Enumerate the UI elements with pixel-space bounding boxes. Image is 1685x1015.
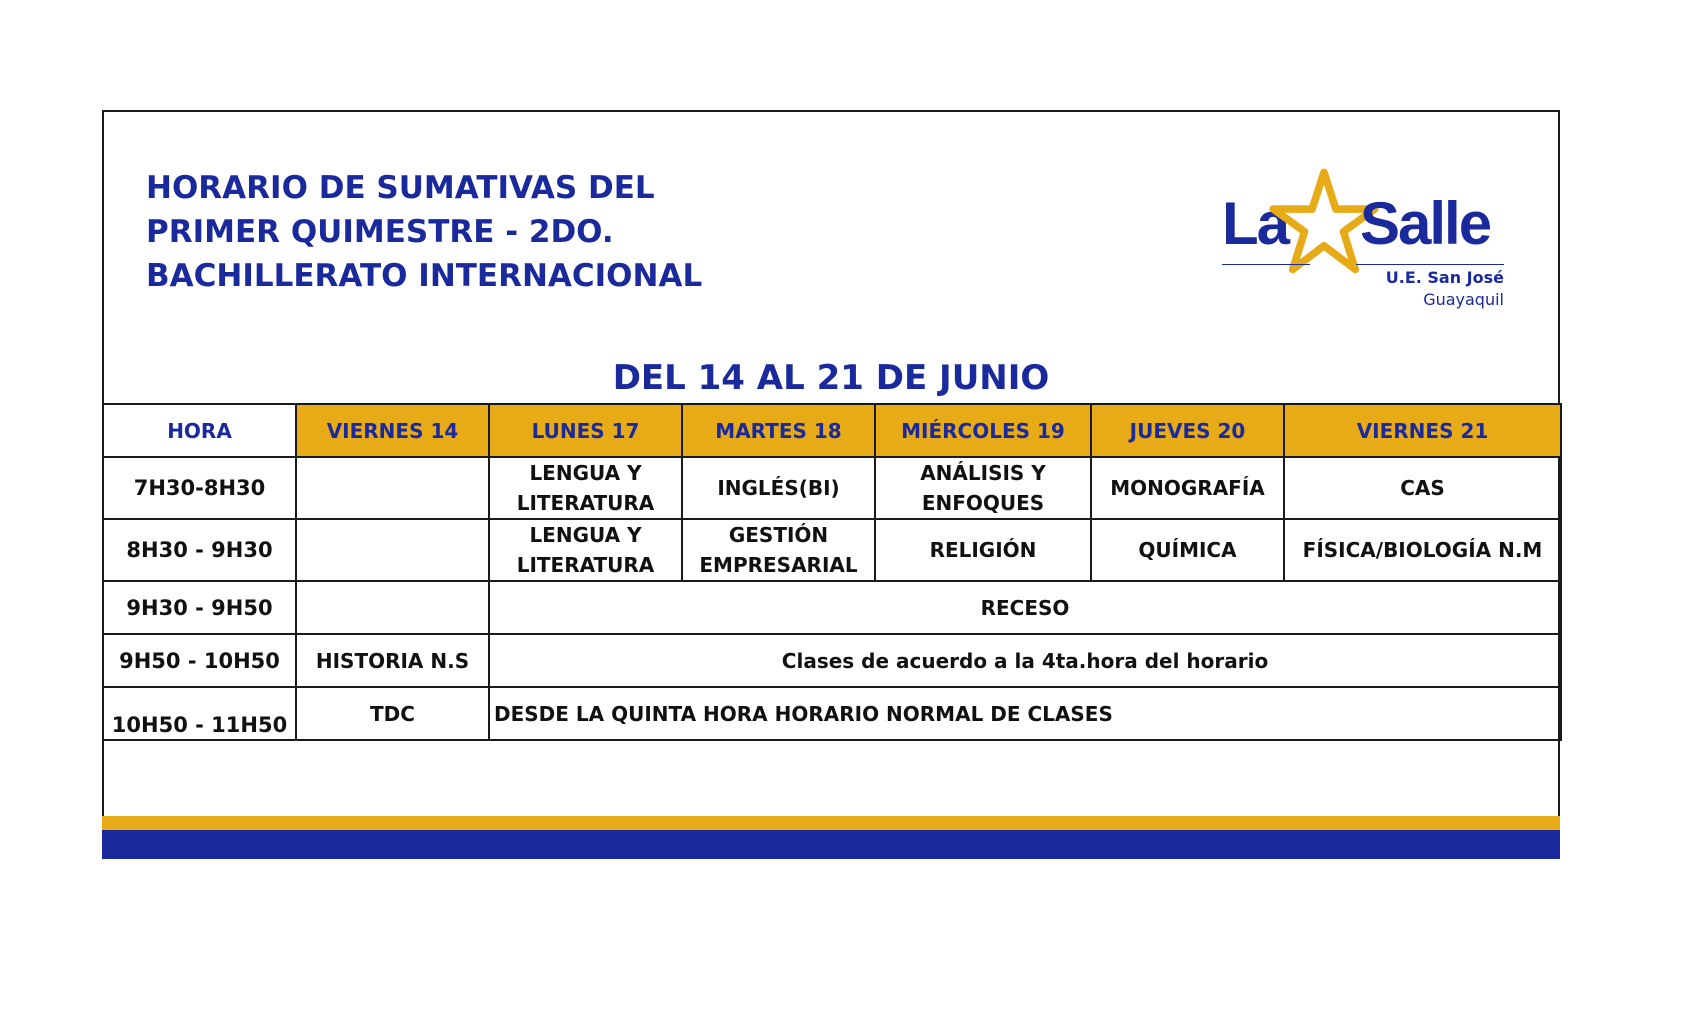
table-row (103, 457, 1561, 519)
exam-cell: LENGUA Y LITERATURA (489, 457, 682, 519)
exam-cell: MONOGRAFÍA (1091, 457, 1284, 519)
exam-cell: HISTORIA N.S (296, 634, 489, 687)
logo-rule-left (1222, 264, 1310, 265)
table-header-row (103, 404, 1561, 457)
header-day: JUEVES 20 (1091, 404, 1284, 457)
exam-cell (296, 581, 489, 634)
merged-cell: DESDE LA QUINTA HORA HORARIO NORMAL DE CLASES (489, 687, 1561, 740)
header-day: MIÉRCOLES 19 (875, 404, 1091, 457)
exam-cell: RELIGIÓN (875, 519, 1091, 581)
exam-cell: FÍSICA/BIOLOGÍA N.M (1284, 519, 1561, 581)
table-row (103, 581, 1561, 634)
footer-stripe-blue (102, 830, 1560, 859)
exam-cell (296, 519, 489, 581)
page-title: HORARIO DE SUMATIVAS DEL PRIMER QUIMESTRE - 2DO. BACHILLERATO INTERNACIONAL (146, 170, 703, 294)
exam-cell: GESTIÓN EMPRESARIAL (682, 519, 875, 581)
hour-cell: 7H30-8H30 (103, 457, 296, 519)
exam-cell: CAS (1284, 457, 1561, 519)
logo-rule-right (1356, 264, 1504, 265)
hour-cell: 9H30 - 9H50 (103, 581, 296, 634)
footer-stripe-gold (102, 816, 1560, 830)
hour-cell: 10H50 - 11H50 (103, 687, 296, 740)
logo-word-la: La (1222, 190, 1289, 257)
header-day: VIERNES 21 (1284, 404, 1561, 457)
table-row (103, 687, 1561, 740)
header-day: MARTES 18 (682, 404, 875, 457)
header-hora: HORA (103, 404, 296, 457)
header-day: LUNES 17 (489, 404, 682, 457)
merged-cell: RECESO (489, 581, 1561, 634)
exam-cell (296, 457, 489, 519)
logo-word-salle: Salle (1360, 190, 1491, 257)
table-row (103, 634, 1561, 687)
exam-cell: QUÍMICA (1091, 519, 1284, 581)
date-range: DEL 14 AL 21 DE JUNIO (612, 358, 1050, 398)
exam-cell: LENGUA Y LITERATURA (489, 519, 682, 581)
merged-cell: Clases de acuerdo a la 4ta.hora del horario (489, 634, 1561, 687)
hour-cell: 9H50 - 10H50 (103, 634, 296, 687)
exam-cell: INGLÉS(BI) (682, 457, 875, 519)
table-row (103, 519, 1561, 581)
exam-cell: ANÁLISIS Y ENFOQUES (875, 457, 1091, 519)
logo-campus: U.E. San José (1385, 268, 1504, 287)
hour-cell: 8H30 - 9H30 (103, 519, 296, 581)
la-salle-logo (1222, 168, 1504, 318)
header-day: VIERNES 14 (296, 404, 489, 457)
exam-cell: TDC (296, 687, 489, 740)
logo-city: Guayaquil (1423, 290, 1504, 309)
schedule-table (102, 403, 1562, 741)
